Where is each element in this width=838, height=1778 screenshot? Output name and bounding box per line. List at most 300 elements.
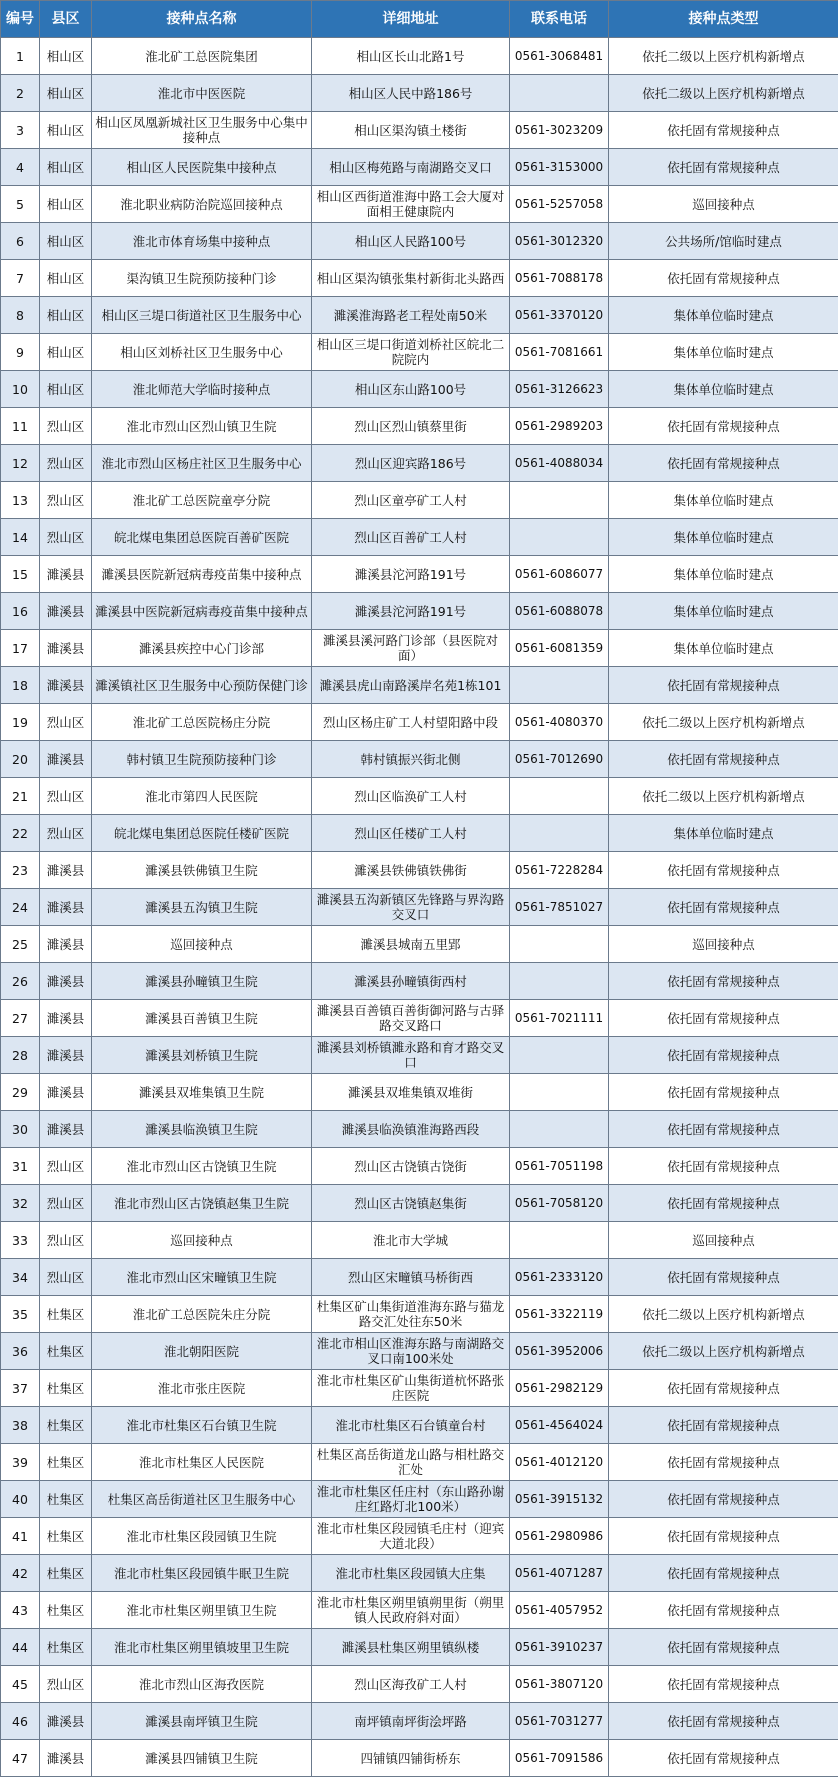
table-row: [1, 704, 838, 741]
cell-address: 淮北市相山区淮海东路与南湖路交叉口南100米处: [312, 1333, 510, 1370]
cell-site-type: 依托固有常规接种点: [609, 1629, 838, 1666]
table-row: [1, 1703, 838, 1740]
table-row: [1, 852, 838, 889]
cell-index: 5: [1, 186, 40, 223]
cell-site-name: 濉溪县刘桥镇卫生院: [92, 1037, 312, 1074]
cell-site-type: 公共场所/馆临时建点: [609, 223, 838, 260]
table-row: [1, 1407, 838, 1444]
cell-district: 烈山区: [40, 482, 92, 519]
cell-index: 10: [1, 371, 40, 408]
cell-index: 36: [1, 1333, 40, 1370]
cell-index: 19: [1, 704, 40, 741]
cell-phone: [510, 482, 609, 519]
cell-phone: 0561-7081661: [510, 334, 609, 371]
cell-index: 15: [1, 556, 40, 593]
cell-site-type: 依托固有常规接种点: [609, 963, 838, 1000]
cell-district: 烈山区: [40, 408, 92, 445]
cell-site-type: 依托固有常规接种点: [609, 260, 838, 297]
cell-site-type: 集体单位临时建点: [609, 297, 838, 334]
cell-district: 杜集区: [40, 1481, 92, 1518]
cell-district: 濉溪县: [40, 963, 92, 1000]
cell-district: 相山区: [40, 149, 92, 186]
cell-address: 淮北市杜集区段园镇大庄集: [312, 1555, 510, 1592]
cell-site-type: 依托固有常规接种点: [609, 1518, 838, 1555]
cell-phone: [510, 1222, 609, 1259]
table-row: [1, 112, 838, 149]
cell-phone: 0561-2989203: [510, 408, 609, 445]
cell-site-type: 集体单位临时建点: [609, 630, 838, 667]
cell-site-name: 濉溪县铁佛镇卫生院: [92, 852, 312, 889]
table-row: [1, 1740, 838, 1777]
cell-site-name: 淮北市杜集区石台镇卫生院: [92, 1407, 312, 1444]
table-row: [1, 149, 838, 186]
cell-site-type: 依托固有常规接种点: [609, 1185, 838, 1222]
cell-index: 24: [1, 889, 40, 926]
cell-phone: 0561-2982129: [510, 1370, 609, 1407]
cell-district: 烈山区: [40, 1148, 92, 1185]
table-row: [1, 1333, 838, 1370]
cell-site-name: 淮北矿工总医院童亭分院: [92, 482, 312, 519]
cell-site-name: 淮北市杜集区人民医院: [92, 1444, 312, 1481]
cell-site-name: 濉溪县临涣镇卫生院: [92, 1111, 312, 1148]
cell-district: 杜集区: [40, 1296, 92, 1333]
cell-address: 濉溪县沱河路191号: [312, 556, 510, 593]
cell-site-name: 淮北矿工总医院朱庄分院: [92, 1296, 312, 1333]
cell-district: 濉溪县: [40, 556, 92, 593]
cell-district: 杜集区: [40, 1333, 92, 1370]
table-row: [1, 1555, 838, 1592]
cell-district: 相山区: [40, 334, 92, 371]
table-row: [1, 1074, 838, 1111]
cell-address: 烈山区任楼矿工人村: [312, 815, 510, 852]
cell-site-name: 淮北市第四人民医院: [92, 778, 312, 815]
cell-index: 11: [1, 408, 40, 445]
table-row: [1, 741, 838, 778]
cell-phone: 0561-3322119: [510, 1296, 609, 1333]
cell-index: 6: [1, 223, 40, 260]
cell-address: 相山区东山路100号: [312, 371, 510, 408]
cell-index: 41: [1, 1518, 40, 1555]
cell-site-type: 依托固有常规接种点: [609, 112, 838, 149]
cell-address: 淮北市杜集区任庄村（东山路孙谢庄红路灯北100米）: [312, 1481, 510, 1518]
cell-district: 相山区: [40, 112, 92, 149]
table-row: [1, 1296, 838, 1333]
cell-phone: 0561-3012320: [510, 223, 609, 260]
cell-site-name: 濉溪县五沟镇卫生院: [92, 889, 312, 926]
cell-phone: 0561-7228284: [510, 852, 609, 889]
cell-site-name: 淮北市张庄医院: [92, 1370, 312, 1407]
cell-site-name: 淮北朝阳医院: [92, 1333, 312, 1370]
cell-phone: 0561-4088034: [510, 445, 609, 482]
cell-site-type: 依托固有常规接种点: [609, 149, 838, 186]
cell-address: 烈山区童亭矿工人村: [312, 482, 510, 519]
table-row: [1, 963, 838, 1000]
header-address: 详细地址: [312, 1, 510, 38]
cell-address: 四铺镇四铺街桥东: [312, 1740, 510, 1777]
cell-phone: [510, 926, 609, 963]
table-row: [1, 519, 838, 556]
cell-site-type: 巡回接种点: [609, 926, 838, 963]
table-row: [1, 445, 838, 482]
cell-district: 杜集区: [40, 1370, 92, 1407]
cell-site-name: 濉溪县四铺镇卫生院: [92, 1740, 312, 1777]
table-row: [1, 223, 838, 260]
cell-site-name: 淮北市烈山区海孜医院: [92, 1666, 312, 1703]
table-row: [1, 778, 838, 815]
cell-district: 濉溪县: [40, 889, 92, 926]
cell-site-type: 依托固有常规接种点: [609, 1370, 838, 1407]
cell-address: 相山区渠沟镇土楼街: [312, 112, 510, 149]
cell-index: 9: [1, 334, 40, 371]
cell-district: 濉溪县: [40, 852, 92, 889]
cell-phone: 0561-2980986: [510, 1518, 609, 1555]
cell-phone: 0561-3068481: [510, 38, 609, 75]
cell-site-type: 依托固有常规接种点: [609, 1444, 838, 1481]
cell-site-type: 依托固有常规接种点: [609, 1037, 838, 1074]
table-row: [1, 1185, 838, 1222]
cell-site-name: 韩村镇卫生院预防接种门诊: [92, 741, 312, 778]
cell-site-type: 依托二级以上医疗机构新增点: [609, 778, 838, 815]
cell-site-type: 依托二级以上医疗机构新增点: [609, 1296, 838, 1333]
cell-district: 烈山区: [40, 704, 92, 741]
cell-district: 杜集区: [40, 1555, 92, 1592]
cell-index: 43: [1, 1592, 40, 1629]
cell-site-name: 皖北煤电集团总医院任楼矿医院: [92, 815, 312, 852]
cell-address: 淮北市大学城: [312, 1222, 510, 1259]
table-row: [1, 926, 838, 963]
cell-address: 杜集区矿山集街道淮海东路与猫龙路交汇处往东50米: [312, 1296, 510, 1333]
cell-phone: 0561-3370120: [510, 297, 609, 334]
cell-address: 相山区人民路100号: [312, 223, 510, 260]
cell-district: 烈山区: [40, 1222, 92, 1259]
cell-address: 濉溪县孙疃镇街西村: [312, 963, 510, 1000]
header-row: [1, 1, 838, 38]
cell-site-name: 淮北市烈山区古饶镇卫生院: [92, 1148, 312, 1185]
cell-phone: [510, 667, 609, 704]
cell-phone: 0561-3807120: [510, 1666, 609, 1703]
cell-site-type: 集体单位临时建点: [609, 334, 838, 371]
cell-index: 40: [1, 1481, 40, 1518]
table-row: [1, 1370, 838, 1407]
cell-site-name: 濉溪县百善镇卫生院: [92, 1000, 312, 1037]
cell-site-type: 集体单位临时建点: [609, 815, 838, 852]
cell-address: 濉溪县溪河路门诊部（县医院对面）: [312, 630, 510, 667]
cell-phone: 0561-6086077: [510, 556, 609, 593]
cell-phone: 0561-4564024: [510, 1407, 609, 1444]
cell-index: 27: [1, 1000, 40, 1037]
cell-district: 濉溪县: [40, 1111, 92, 1148]
table-header: [1, 1, 838, 38]
cell-phone: [510, 1037, 609, 1074]
cell-site-type: 集体单位临时建点: [609, 556, 838, 593]
cell-district: 濉溪县: [40, 593, 92, 630]
cell-site-type: 依托固有常规接种点: [609, 1407, 838, 1444]
cell-address: 相山区人民中路186号: [312, 75, 510, 112]
cell-site-type: 依托固有常规接种点: [609, 1666, 838, 1703]
cell-address: 烈山区烈山镇蔡里街: [312, 408, 510, 445]
cell-phone: [510, 75, 609, 112]
cell-site-type: 依托二级以上医疗机构新增点: [609, 75, 838, 112]
cell-index: 1: [1, 38, 40, 75]
table-row: [1, 482, 838, 519]
cell-district: 濉溪县: [40, 1000, 92, 1037]
cell-phone: 0561-5257058: [510, 186, 609, 223]
cell-site-name: 相山区三堤口街道社区卫生服务中心: [92, 297, 312, 334]
cell-address: 烈山区古饶镇赵集街: [312, 1185, 510, 1222]
cell-index: 34: [1, 1259, 40, 1296]
cell-address: 濉溪县铁佛镇铁佛街: [312, 852, 510, 889]
cell-district: 烈山区: [40, 1185, 92, 1222]
cell-site-name: 濉溪镇社区卫生服务中心预防保健门诊: [92, 667, 312, 704]
cell-address: 相山区三堤口街道刘桥社区皖北二院院内: [312, 334, 510, 371]
cell-site-type: 依托固有常规接种点: [609, 1703, 838, 1740]
cell-site-type: 依托二级以上医疗机构新增点: [609, 38, 838, 75]
cell-address: 相山区渠沟镇张集村新街北头路西: [312, 260, 510, 297]
table-body: [1, 38, 838, 1777]
cell-phone: 0561-3153000: [510, 149, 609, 186]
table-row: [1, 186, 838, 223]
table-row: [1, 260, 838, 297]
cell-site-type: 依托二级以上医疗机构新增点: [609, 1333, 838, 1370]
cell-address: 淮北市杜集区朔里镇朔里街（朔里镇人民政府斜对面）: [312, 1592, 510, 1629]
table-row: [1, 1592, 838, 1629]
cell-district: 烈山区: [40, 1259, 92, 1296]
cell-address: 烈山区临涣矿工人村: [312, 778, 510, 815]
cell-index: 16: [1, 593, 40, 630]
cell-site-name: 濉溪县疾控中心门诊部: [92, 630, 312, 667]
cell-district: 相山区: [40, 260, 92, 297]
cell-site-type: 依托固有常规接种点: [609, 1592, 838, 1629]
cell-address: 濉溪县双堆集镇双堆街: [312, 1074, 510, 1111]
cell-address: 濉溪县杜集区朔里镇纵楼: [312, 1629, 510, 1666]
table-row: [1, 1518, 838, 1555]
cell-index: 7: [1, 260, 40, 297]
table-row: [1, 1444, 838, 1481]
cell-site-type: 依托二级以上医疗机构新增点: [609, 704, 838, 741]
cell-phone: 0561-7058120: [510, 1185, 609, 1222]
cell-address: 相山区西街道淮海中路工会大厦对面相王健康院内: [312, 186, 510, 223]
cell-index: 18: [1, 667, 40, 704]
cell-site-type: 依托固有常规接种点: [609, 741, 838, 778]
cell-index: 44: [1, 1629, 40, 1666]
cell-site-type: 依托固有常规接种点: [609, 1111, 838, 1148]
cell-phone: [510, 519, 609, 556]
cell-phone: 0561-4012120: [510, 1444, 609, 1481]
cell-site-name: 淮北市体育场集中接种点: [92, 223, 312, 260]
table-row: [1, 1222, 838, 1259]
cell-site-type: 集体单位临时建点: [609, 371, 838, 408]
cell-district: 烈山区: [40, 445, 92, 482]
cell-site-type: 依托固有常规接种点: [609, 852, 838, 889]
cell-site-name: 巡回接种点: [92, 1222, 312, 1259]
cell-site-name: 濉溪县南坪镇卫生院: [92, 1703, 312, 1740]
cell-site-type: 依托固有常规接种点: [609, 1481, 838, 1518]
cell-address: 濉溪县百善镇百善街御河路与古驿路交叉路口: [312, 1000, 510, 1037]
cell-phone: 0561-4080370: [510, 704, 609, 741]
cell-phone: 0561-4071287: [510, 1555, 609, 1592]
cell-district: 烈山区: [40, 815, 92, 852]
cell-phone: 0561-3952006: [510, 1333, 609, 1370]
header-district: 县区: [40, 1, 92, 38]
cell-site-name: 淮北市杜集区朔里镇卫生院: [92, 1592, 312, 1629]
cell-address: 相山区长山北路1号: [312, 38, 510, 75]
cell-phone: [510, 1074, 609, 1111]
cell-district: 濉溪县: [40, 741, 92, 778]
cell-site-type: 巡回接种点: [609, 1222, 838, 1259]
cell-phone: 0561-7051198: [510, 1148, 609, 1185]
cell-site-type: 集体单位临时建点: [609, 519, 838, 556]
cell-site-name: 杜集区高岳街道社区卫生服务中心: [92, 1481, 312, 1518]
cell-address: 相山区梅苑路与南湖路交叉口: [312, 149, 510, 186]
cell-district: 烈山区: [40, 1666, 92, 1703]
table-row: [1, 38, 838, 75]
table-row: [1, 1037, 838, 1074]
cell-site-type: 集体单位临时建点: [609, 482, 838, 519]
cell-district: 相山区: [40, 75, 92, 112]
cell-district: 杜集区: [40, 1444, 92, 1481]
cell-address: 烈山区杨庄矿工人村望阳路中段: [312, 704, 510, 741]
cell-index: 12: [1, 445, 40, 482]
cell-site-type: 依托固有常规接种点: [609, 1074, 838, 1111]
cell-district: 濉溪县: [40, 1037, 92, 1074]
cell-district: 烈山区: [40, 519, 92, 556]
cell-index: 21: [1, 778, 40, 815]
cell-phone: 0561-2333120: [510, 1259, 609, 1296]
cell-site-name: 濉溪县双堆集镇卫生院: [92, 1074, 312, 1111]
cell-site-type: 依托固有常规接种点: [609, 889, 838, 926]
table-row: [1, 371, 838, 408]
header-site-type: 接种点类型: [609, 1, 838, 38]
cell-district: 濉溪县: [40, 1703, 92, 1740]
cell-site-type: 依托固有常规接种点: [609, 667, 838, 704]
cell-index: 13: [1, 482, 40, 519]
cell-address: 淮北市杜集区段园镇毛庄村（迎宾大道北段）: [312, 1518, 510, 1555]
cell-address: 烈山区海孜矿工人村: [312, 1666, 510, 1703]
cell-site-name: 淮北市中医医院: [92, 75, 312, 112]
cell-district: 濉溪县: [40, 1074, 92, 1111]
cell-site-name: 濉溪县中医院新冠病毒疫苗集中接种点: [92, 593, 312, 630]
cell-phone: [510, 815, 609, 852]
cell-address: 濉溪县刘桥镇濉永路和育才路交叉口: [312, 1037, 510, 1074]
cell-index: 23: [1, 852, 40, 889]
cell-phone: 0561-7091586: [510, 1740, 609, 1777]
cell-index: 39: [1, 1444, 40, 1481]
cell-phone: 0561-3910237: [510, 1629, 609, 1666]
cell-site-type: 依托固有常规接种点: [609, 1555, 838, 1592]
cell-site-name: 淮北市烈山区宋疃镇卫生院: [92, 1259, 312, 1296]
cell-site-type: 依托固有常规接种点: [609, 408, 838, 445]
cell-site-type: 依托固有常规接种点: [609, 445, 838, 482]
cell-address: 韩村镇振兴街北侧: [312, 741, 510, 778]
cell-address: 杜集区高岳街道龙山路与相杜路交汇处: [312, 1444, 510, 1481]
cell-index: 22: [1, 815, 40, 852]
table-row: [1, 630, 838, 667]
cell-district: 杜集区: [40, 1518, 92, 1555]
cell-district: 濉溪县: [40, 630, 92, 667]
cell-index: 20: [1, 741, 40, 778]
cell-district: 烈山区: [40, 778, 92, 815]
table-row: [1, 297, 838, 334]
cell-phone: 0561-3915132: [510, 1481, 609, 1518]
cell-site-type: 依托固有常规接种点: [609, 1740, 838, 1777]
table-row: [1, 1000, 838, 1037]
cell-index: 42: [1, 1555, 40, 1592]
cell-site-name: 淮北市烈山区杨庄社区卫生服务中心: [92, 445, 312, 482]
cell-address: 南坪镇南坪街浍坪路: [312, 1703, 510, 1740]
cell-index: 2: [1, 75, 40, 112]
cell-phone: 0561-6088078: [510, 593, 609, 630]
cell-district: 杜集区: [40, 1629, 92, 1666]
cell-index: 29: [1, 1074, 40, 1111]
cell-phone: 0561-3023209: [510, 112, 609, 149]
cell-index: 3: [1, 112, 40, 149]
cell-index: 26: [1, 963, 40, 1000]
table-row: [1, 408, 838, 445]
table-row: [1, 889, 838, 926]
cell-address: 淮北市杜集区矿山集街道杭怀路张庄医院: [312, 1370, 510, 1407]
cell-phone: 0561-7851027: [510, 889, 609, 926]
cell-index: 25: [1, 926, 40, 963]
cell-site-name: 淮北矿工总医院杨庄分院: [92, 704, 312, 741]
table-row: [1, 1111, 838, 1148]
table-row: [1, 75, 838, 112]
cell-address: 濉溪县沱河路191号: [312, 593, 510, 630]
cell-address: 淮北市杜集区石台镇童台村: [312, 1407, 510, 1444]
cell-site-name: 渠沟镇卫生院预防接种门诊: [92, 260, 312, 297]
cell-address: 濉溪县城南五里郢: [312, 926, 510, 963]
table-row: [1, 334, 838, 371]
cell-phone: 0561-6081359: [510, 630, 609, 667]
table-row: [1, 1148, 838, 1185]
cell-index: 35: [1, 1296, 40, 1333]
cell-address: 烈山区迎宾路186号: [312, 445, 510, 482]
cell-site-type: 依托固有常规接种点: [609, 1259, 838, 1296]
cell-site-name: 相山区刘桥社区卫生服务中心: [92, 334, 312, 371]
cell-site-name: 淮北市烈山区古饶镇赵集卫生院: [92, 1185, 312, 1222]
cell-site-type: 集体单位临时建点: [609, 593, 838, 630]
cell-site-type: 巡回接种点: [609, 186, 838, 223]
cell-site-name: 相山区凤凰新城社区卫生服务中心集中接种点: [92, 112, 312, 149]
cell-phone: 0561-7021111: [510, 1000, 609, 1037]
cell-site-type: 依托固有常规接种点: [609, 1000, 838, 1037]
cell-site-name: 濉溪县孙疃镇卫生院: [92, 963, 312, 1000]
cell-index: 46: [1, 1703, 40, 1740]
cell-site-name: 巡回接种点: [92, 926, 312, 963]
table-row: [1, 1629, 838, 1666]
cell-address: 烈山区古饶镇古饶街: [312, 1148, 510, 1185]
cell-site-name: 淮北市杜集区段园镇卫生院: [92, 1518, 312, 1555]
cell-site-type: 依托固有常规接种点: [609, 1148, 838, 1185]
cell-address: 濉溪县临涣镇淮海路西段: [312, 1111, 510, 1148]
cell-district: 相山区: [40, 38, 92, 75]
cell-site-name: 淮北矿工总医院集团: [92, 38, 312, 75]
cell-district: 杜集区: [40, 1407, 92, 1444]
cell-phone: [510, 963, 609, 1000]
cell-site-name: 相山区人民医院集中接种点: [92, 149, 312, 186]
cell-phone: 0561-3126623: [510, 371, 609, 408]
table-row: [1, 815, 838, 852]
cell-site-name: 淮北市杜集区段园镇牛眠卫生院: [92, 1555, 312, 1592]
cell-site-name: 淮北市烈山区烈山镇卫生院: [92, 408, 312, 445]
cell-phone: 0561-7088178: [510, 260, 609, 297]
cell-index: 14: [1, 519, 40, 556]
cell-index: 17: [1, 630, 40, 667]
cell-site-name: 淮北师范大学临时接种点: [92, 371, 312, 408]
cell-phone: [510, 778, 609, 815]
table-row: [1, 1481, 838, 1518]
cell-index: 32: [1, 1185, 40, 1222]
cell-address: 烈山区宋疃镇马桥街西: [312, 1259, 510, 1296]
